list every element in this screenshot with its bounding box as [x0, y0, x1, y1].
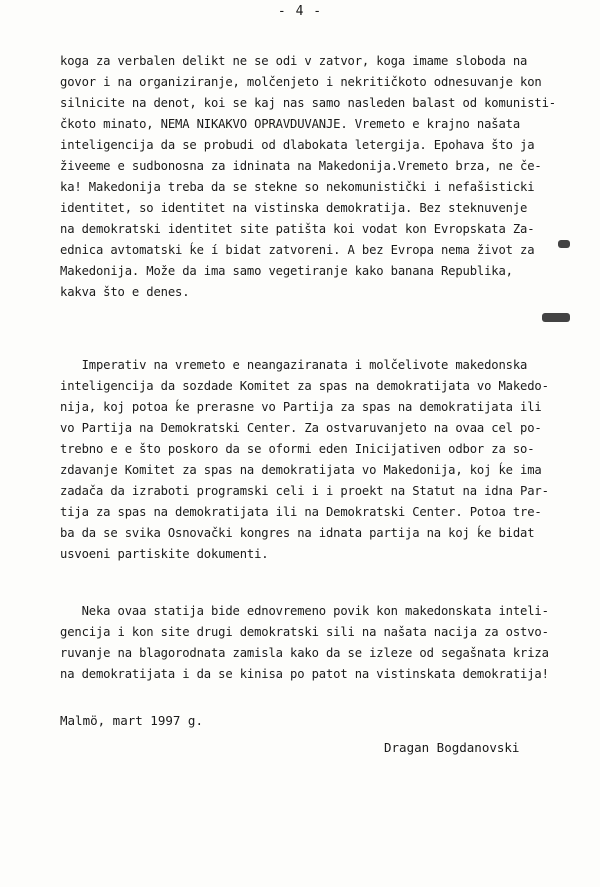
paragraph-3: [60, 601, 580, 685]
text-line: ruvanje na blagorodnata zamisla kako da se izleze od segašnata kriza: [60, 646, 549, 660]
text-line: Makedonija. Može da ima samo vegetiranje kako banana Republika,: [60, 264, 513, 278]
text-line: inteligencija da sozdade Komitet za spas na demokratijata vo Makedo-: [60, 379, 549, 393]
text-line: na demokratijata i da se kinisa po patot na vistinskata demokratija!: [60, 667, 549, 681]
paragraph-1: [60, 51, 580, 303]
text-line: kakva što e denes.: [60, 285, 190, 299]
text-line: gencija i kon site drugi demokratski sili na našata nacija za ostvo-: [60, 625, 549, 639]
text-line: identitet, so identitet na vistinska demokratija. Bez steknuvenje: [60, 201, 528, 215]
text-line: zdavanje Komitet za spas na demokratijata vo Makedonija, koj ḱe ima: [60, 463, 542, 477]
text-line: Imperativ na vremeto e neangaziranata i molčelivote makedonska: [60, 358, 528, 372]
ink-smudge: [542, 313, 570, 322]
text-line: zadača da izraboti programski celi i i proekt na Statut na idna Par-: [60, 484, 549, 498]
text-line: silnicite na denot, koi se kaj nas samo nasleden balast od komunisti-: [60, 96, 556, 110]
signature: Dragan Bogdanovski: [384, 740, 520, 755]
page-number: - 4 -: [277, 4, 323, 19]
text-line: tija za spas na demokratijata ili na Demokratski Center. Potoa tre-: [60, 505, 542, 519]
text-line: ka! Makedonija treba da se stekne so nekomunistički i nefašisticki: [60, 180, 535, 194]
text-line: koga za verbalen delikt ne se odi v zatvor, koga imame sloboda na: [60, 54, 528, 68]
place-date: Malmö, mart 1997 g.: [60, 713, 203, 728]
paragraph-2: [60, 355, 580, 565]
text-line: inteligencija da se probudi od dlabokata letergija. Epohava što ja: [60, 138, 535, 152]
text-line: živeeme e sudbonosna za idninata na Makedonija.Vremeto brza, ne če-: [60, 159, 542, 173]
text-line: usvoeni partiskite dokumenti.: [60, 547, 269, 561]
text-line: vo Partija na Demokratski Center. Za ostvaruvanjeto na ovaa cel po-: [60, 421, 542, 435]
text-line: na demokratski identitet site patišta koi vodat kon Evropskata Za-: [60, 222, 535, 236]
text-line: ednica avtomatski ḱe í bidat zatvoreni. A bez Evropa nema život za: [60, 243, 535, 257]
text-line: govor i na organiziranje, molčenjeto i nekritičkoto odnesuvanje kon: [60, 75, 542, 89]
text-line: trebno e e što poskoro da se oformi eden Inicijativen odbor za so-: [60, 442, 535, 456]
text-line: Neka ovaa statija bide ednovremeno povik kon makedonskata inteli-: [60, 604, 549, 618]
text-line: nija, koj potoa ḱe prerasne vo Partija za spas na demokratijata ili: [60, 400, 542, 414]
ink-smudge: [558, 240, 570, 248]
text-line: ba da se svika Osnovački kongres na idnata partija na koj ḱe bidat: [60, 526, 535, 540]
text-line: čkoto minato, NEMA NIKAKVO OPRAVDUVANJE. Vremeto e krajno našata: [60, 117, 520, 131]
